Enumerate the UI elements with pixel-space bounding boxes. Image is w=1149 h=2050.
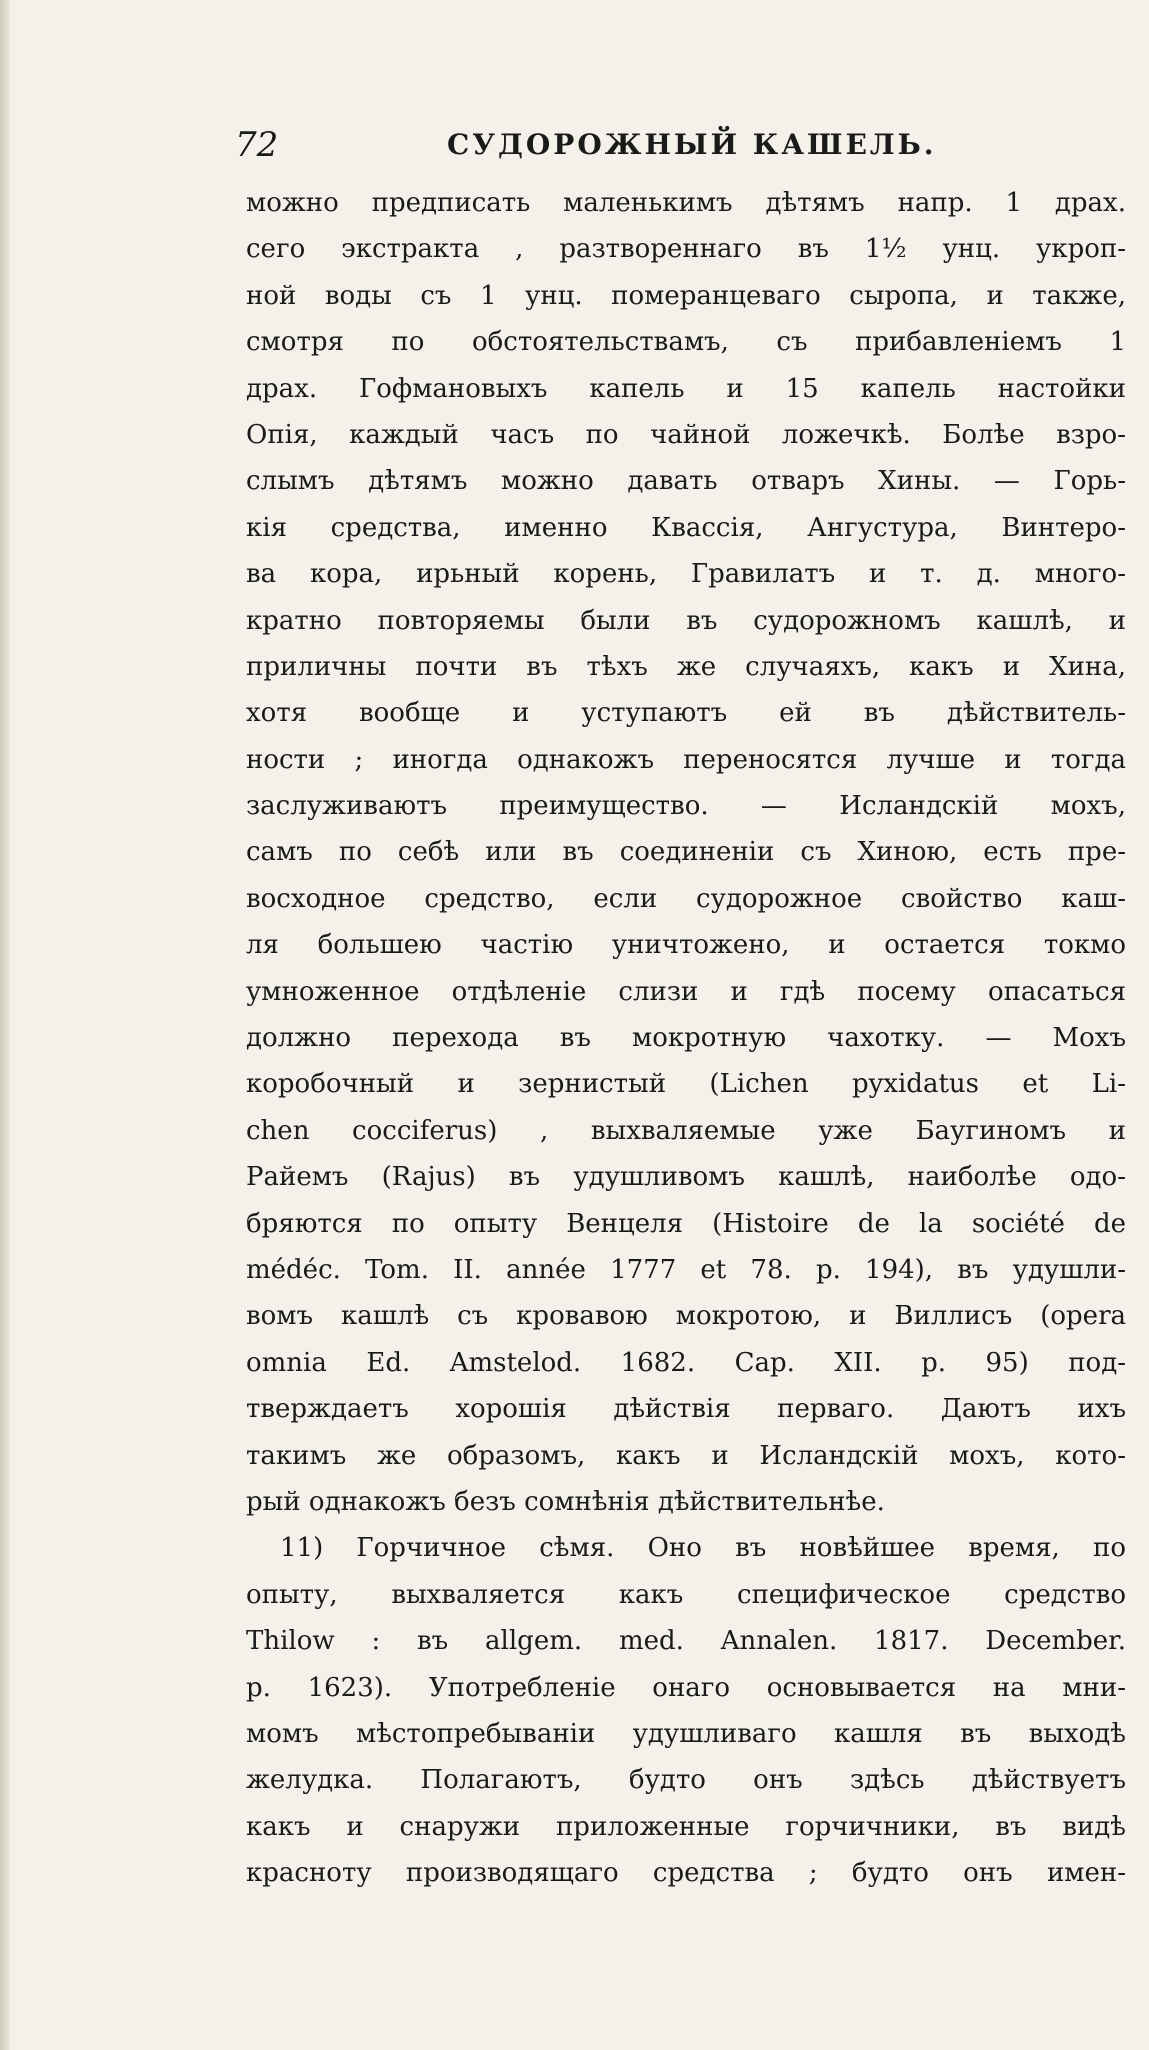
text-line: omnia Ed. Amstelod. 1682. Cap. XII. p. 95) под- (246, 1347, 1126, 1378)
text-line: можно предписать маленькимъ дѣтямъ напр. 1 драх. (246, 188, 1126, 218)
text-line: Опія, каждый часъ по чайной ложечкѣ. Болѣе взро- (246, 419, 1126, 450)
text-line: сего экстракта , разтвореннаго въ 1½ унц. укроп- (246, 234, 1126, 265)
text-line: кія средства, именно Квассія, Ангустура, Винтеро- (246, 512, 1126, 543)
text-line: опыту, выхваляется какъ специфическое средство (246, 1579, 1126, 1610)
text-line: умноженное отдѣленіе слизи и гдѣ посему опасаться (246, 976, 1126, 1007)
text-line: рый однакожъ безъ сомнѣнія дѣйствительнѣе. (246, 1486, 885, 1517)
text-line: вомъ кашлѣ съ кровавою мокротою, и Виллисъ (opera (246, 1301, 1126, 1332)
text-line: заслуживаютъ преимущество. — Исландскій мохъ, (246, 791, 1126, 822)
text-line: ности ; иногда однакожъ переносятся лучше и тогда (246, 744, 1126, 775)
text-line: 11) Горчичное сѣмя. Оно въ новѣйшее время, по (280, 1533, 1126, 1564)
text-line: коробочный и зернистый (Lichen pyxidatus et Li- (246, 1069, 1126, 1100)
text-line: желудка. Полагаютъ, будто онъ здѣсь дѣйствуетъ (246, 1765, 1126, 1796)
text-line: такимъ же образомъ, какъ и Исландскій мохъ, кото- (246, 1440, 1126, 1471)
running-title: СУДОРОЖНЫЙ КАШЕЛЬ. (447, 128, 937, 161)
text-line: Райемъ (Rajus) въ удушливомъ кашлѣ, наиболѣе одо- (246, 1162, 1126, 1193)
text-line: бряются по опыту Венцеля (Histoire de la société de (246, 1208, 1126, 1239)
text-line: хотя вообще и уступаютъ ей въ дѣйствитель- (246, 698, 1126, 729)
text-line: тверждаетъ хорошія дѣйствія перваго. Даютъ ихъ (246, 1394, 1126, 1425)
body-text (246, 180, 1126, 1896)
page-header (235, 120, 945, 170)
text-line: ля большею частію уничтожено, и остается токмо (246, 930, 1126, 961)
text-line: краснoту производящаго средства ; будто онъ имен- (246, 1858, 1126, 1889)
text-line: слымъ дѣтямъ можно давать отваръ Хины. — Горь- (246, 466, 1126, 497)
text-line: какъ и снаружи приложенные горчичники, въ видѣ (246, 1811, 1126, 1842)
text-line: кратно повторяемы были въ судорожномъ кашлѣ, и (246, 605, 1126, 636)
text-line: момъ мѣстопребываніи удушливаго кашля въ выходѣ (246, 1718, 1126, 1749)
text-line: самъ по себѣ или въ соединеніи съ Хиною, есть пре- (246, 837, 1126, 868)
text-line: приличны почти въ тѣхъ же случаяхъ, какъ и Хина, (246, 651, 1126, 682)
text-line: смотря по обстоятельствамъ, съ прибавленіемъ 1 (246, 327, 1126, 358)
text-line: Thilow : въ allgem. med. Annalen. 1817. December. (246, 1626, 1126, 1657)
text-line: ва кора, ирьный корень, Гравилатъ и т. д. много- (246, 559, 1126, 590)
text-line: драх. Гофмановыхъ капель и 15 капель настойки (246, 373, 1126, 404)
text-line: p. 1623). Употребленіе онаго основывается на мни- (246, 1672, 1126, 1703)
text-line: должно перехода въ мокротную чахотку. — Мохъ (246, 1023, 1126, 1054)
page-edge-shadow (0, 0, 10, 2050)
text-line: chen coccіferus) , выхваляемые уже Баугиномъ и (246, 1115, 1126, 1146)
text-line: médéc. Tom. II. année 1777 et 78. p. 194), въ удушли- (246, 1254, 1126, 1285)
page-number: 72 (235, 125, 279, 165)
text-line: восходное средство, если судорожное свойство каш- (246, 883, 1126, 914)
text-line: ной воды съ 1 унц. померанцеваго сыропа, и также, (246, 280, 1126, 311)
